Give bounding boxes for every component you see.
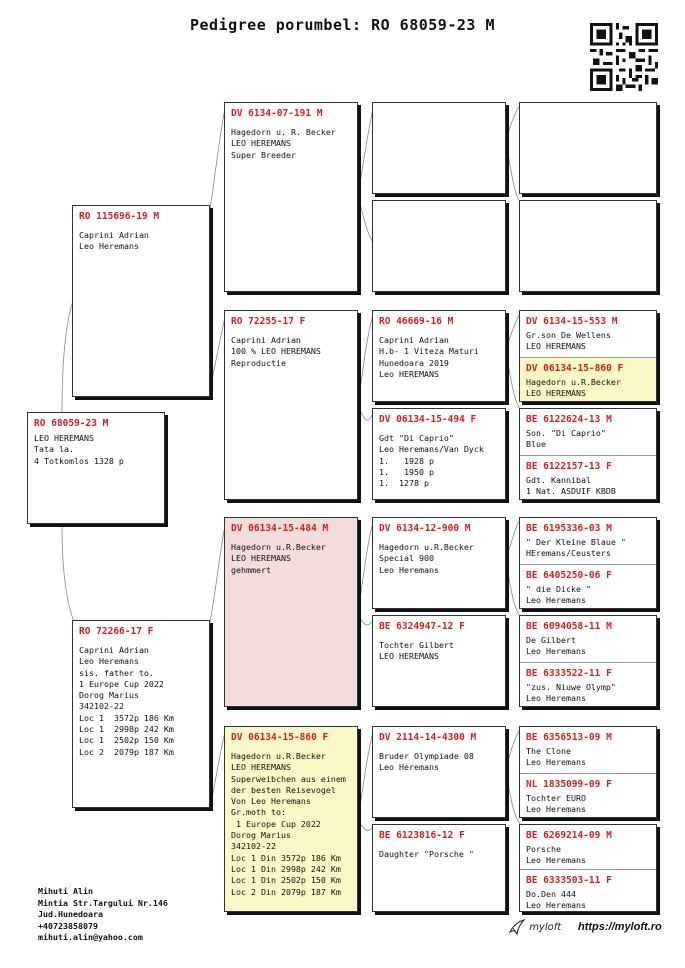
dam-card[interactable]: [72, 620, 210, 808]
g5-e1-details: The Clone Leo Heremans: [526, 746, 586, 768]
subject-details: LEO HEREMANS Tata la. 4 Totkomlos 1328 p: [34, 433, 124, 466]
ggp-f-details: Daughter "Porsche ": [379, 849, 474, 859]
dam-sire-card[interactable]: [224, 517, 358, 707]
g5-c2-details: " die Dicke " Leo Heremans: [526, 584, 591, 606]
ggp-d-ring-number: BE 6324947-12 F: [379, 621, 465, 632]
ggp-c-details: Hagedorn u.R.Becker Special 900 Leo Heremans: [379, 542, 474, 575]
g5-a1-ring-number: DV 6134-15-553 M: [526, 316, 618, 327]
g5-b1-details: Son. "Di Caprio" Blue: [526, 428, 606, 450]
g5-d1-ring-number: BE 6094058-11 M: [526, 621, 612, 632]
ggp-b-ring-number: DV 06134-15-494 F: [379, 414, 477, 425]
empty-card-1: [372, 102, 506, 194]
ggp-card-a[interactable]: [372, 310, 506, 402]
g5-pair-c[interactable]: [519, 517, 657, 609]
ggp-b-details: Gdt "Di Caprio" Leo Heremans/Van Dyck 1. 1928 p 1. 1950 p 1. 1278 p: [379, 433, 484, 489]
g5-card-f1[interactable]: [520, 825, 656, 869]
ggp-card-b[interactable]: [372, 408, 506, 500]
dam-dam-ring-number: DV 06134-15-860 F: [231, 732, 329, 743]
sire-sire-ring-number: DV 6134-07-191 M: [231, 108, 323, 119]
sire-card[interactable]: [72, 205, 210, 397]
empty-card-3: [519, 102, 657, 194]
logo-text: myloft: [529, 922, 562, 933]
empty-card-2: [372, 200, 506, 292]
g5-card-d2[interactable]: [520, 662, 656, 707]
g5-d2-ring-number: BE 6333522-11 F: [526, 668, 612, 679]
g5-pair-d[interactable]: [519, 615, 657, 707]
g5-c2-ring-number: BE 6405250-06 F: [526, 570, 612, 581]
sire-dam-card[interactable]: [224, 310, 358, 500]
ggp-f-ring-number: BE 6123816-12 F: [379, 830, 465, 841]
g5-a1-details: Gr.son De Wellens LEO HEREMANS: [526, 330, 611, 352]
g5-d2-details: "zus. Niuwe Olymp" Leo Heremans: [526, 682, 616, 704]
g5-f1-ring-number: BE 6269214-09 M: [526, 830, 612, 841]
myloft-logo: [508, 918, 561, 936]
g5-card-b2[interactable]: [520, 455, 656, 500]
ggp-a-ring-number: RO 46669-16 M: [379, 316, 454, 327]
ggp-card-e[interactable]: [372, 726, 506, 818]
ggp-card-c[interactable]: [372, 517, 506, 609]
empty-card-4: [519, 200, 657, 292]
qr-code-icon: [590, 23, 658, 91]
g5-a2-details: Hagedorn u.R.Becker LEO HEREMANS: [526, 377, 621, 399]
g5-pair-f[interactable]: [519, 824, 657, 912]
dam-sire-details: Hagedorn u.R.Becker LEO HEREMANS gehmmert: [231, 542, 326, 575]
g5-card-e2[interactable]: [520, 773, 656, 818]
website-link[interactable]: https://myloft.ro: [578, 921, 662, 933]
sire-details: Caprini Adrian Leo Heremans: [79, 230, 149, 252]
g5-card-d1[interactable]: [520, 616, 656, 662]
ggp-e-details: Bruder Olympiade 08 Leo Heremans: [379, 751, 474, 773]
ggp-d-details: Tochter Gilbert LEO HEREMANS: [379, 640, 454, 662]
g5-a2-ring-number: DV 06134-15-860 F: [526, 363, 624, 374]
ggp-card-d[interactable]: [372, 615, 506, 707]
g5-pair-e[interactable]: [519, 726, 657, 818]
sire-ring-number: RO 115696-19 M: [79, 211, 160, 222]
sire-dam-details: Caprini Adrian 100 % LEO HEREMANS Reproductie: [231, 335, 321, 368]
subject-ring-number: RO 68059-23 M: [34, 418, 109, 429]
ggp-a-details: Caprini Adrian H.b- 1 Viteza Maturi Hunedoara 2019 Leo HEREMANS: [379, 335, 479, 379]
g5-f2-ring-number: BE 6333503-11 F: [526, 875, 612, 886]
dam-dam-card[interactable]: [224, 726, 358, 912]
g5-card-b1[interactable]: [520, 409, 656, 455]
g5-e2-ring-number: NL 1835099-09 F: [526, 779, 612, 790]
dam-details: Caprini Adrian Leo Heremans sis. father to. 1 Europe Cup 2022 Dorog Marius 342102-22 Loc 1 3572p 186 Km Loc 1 2998p 242 Km Loc 1 2502p 150 Km Loc 2 2079p 187 Km: [79, 645, 174, 757]
g5-f1-details: Porsche Leo Heremans: [526, 844, 586, 866]
ggp-e-ring-number: DV 2114-14-4300 M: [379, 732, 477, 743]
page-title: Pedigree porumbel: RO 68059-23 M: [190, 16, 495, 34]
subject-pigeon-card[interactable]: [27, 412, 165, 524]
dam-dam-details: Hagedorn u.R.Becker LEO HEREMANS Superweibchen aus einem der besten Reisevogel Von Leo Heremans Gr.moth to: 1 Europe Cup 2022 Dorog Marius 342102-22 Loc 1 Din 3572p 186 Km Loc 1 Din 2998p 242 Km Loc 1 Din 2502p 150 Km Loc 2 Din 2079p 187 Km: [231, 751, 346, 897]
sire-dam-ring-number: RO 72255-17 F: [231, 316, 306, 327]
g5-e1-ring-number: BE 6356513-09 M: [526, 732, 612, 743]
g5-b2-details: Gdt. Kannibal 1 Nat. ASDUIF KBDB: [526, 475, 616, 497]
ggp-c-ring-number: DV 6134-12-900 M: [379, 523, 471, 534]
g5-card-f2[interactable]: [520, 869, 656, 912]
g5-c1-ring-number: BE 6195336-03 M: [526, 523, 612, 534]
g5-e2-details: Tochter EURO Leo Heremans: [526, 793, 586, 815]
sire-sire-details: Hagedorn u. R. Becker LEO HEREMANS Super Breeder: [231, 127, 336, 160]
sire-sire-card[interactable]: [224, 102, 358, 292]
myloft-logo-icon: [508, 918, 526, 936]
g5-card-e1[interactable]: [520, 727, 656, 773]
owner-contact: Mihuti Alin Mintia Str.Targului Nr.146 Jud.Hunedoara +40723858079 mihuti.alin@yahoo.com: [38, 886, 168, 942]
g5-b2-ring-number: BE 6122157-13 F: [526, 461, 612, 472]
g5-c1-details: " Der Kleine Blaue " HEremans/Ceusters: [526, 537, 626, 559]
g5-card-c1[interactable]: [520, 518, 656, 564]
g5-d1-details: De Gilbert Leo Heremans: [526, 635, 586, 657]
g5-b1-ring-number: BE 6122624-13 M: [526, 414, 612, 425]
g5-f2-details: Do.Den 444 Leo Heremans: [526, 889, 586, 911]
g5-pair-b[interactable]: [519, 408, 657, 500]
g5-pair-a[interactable]: [519, 310, 657, 402]
g5-card-c2[interactable]: [520, 564, 656, 609]
ggp-card-f[interactable]: [372, 824, 506, 912]
dam-ring-number: RO 72266-17 F: [79, 626, 154, 637]
g5-card-a2[interactable]: [520, 357, 656, 402]
dam-sire-ring-number: DV 06134-15-484 M: [231, 523, 329, 534]
g5-card-a1[interactable]: [520, 311, 656, 357]
